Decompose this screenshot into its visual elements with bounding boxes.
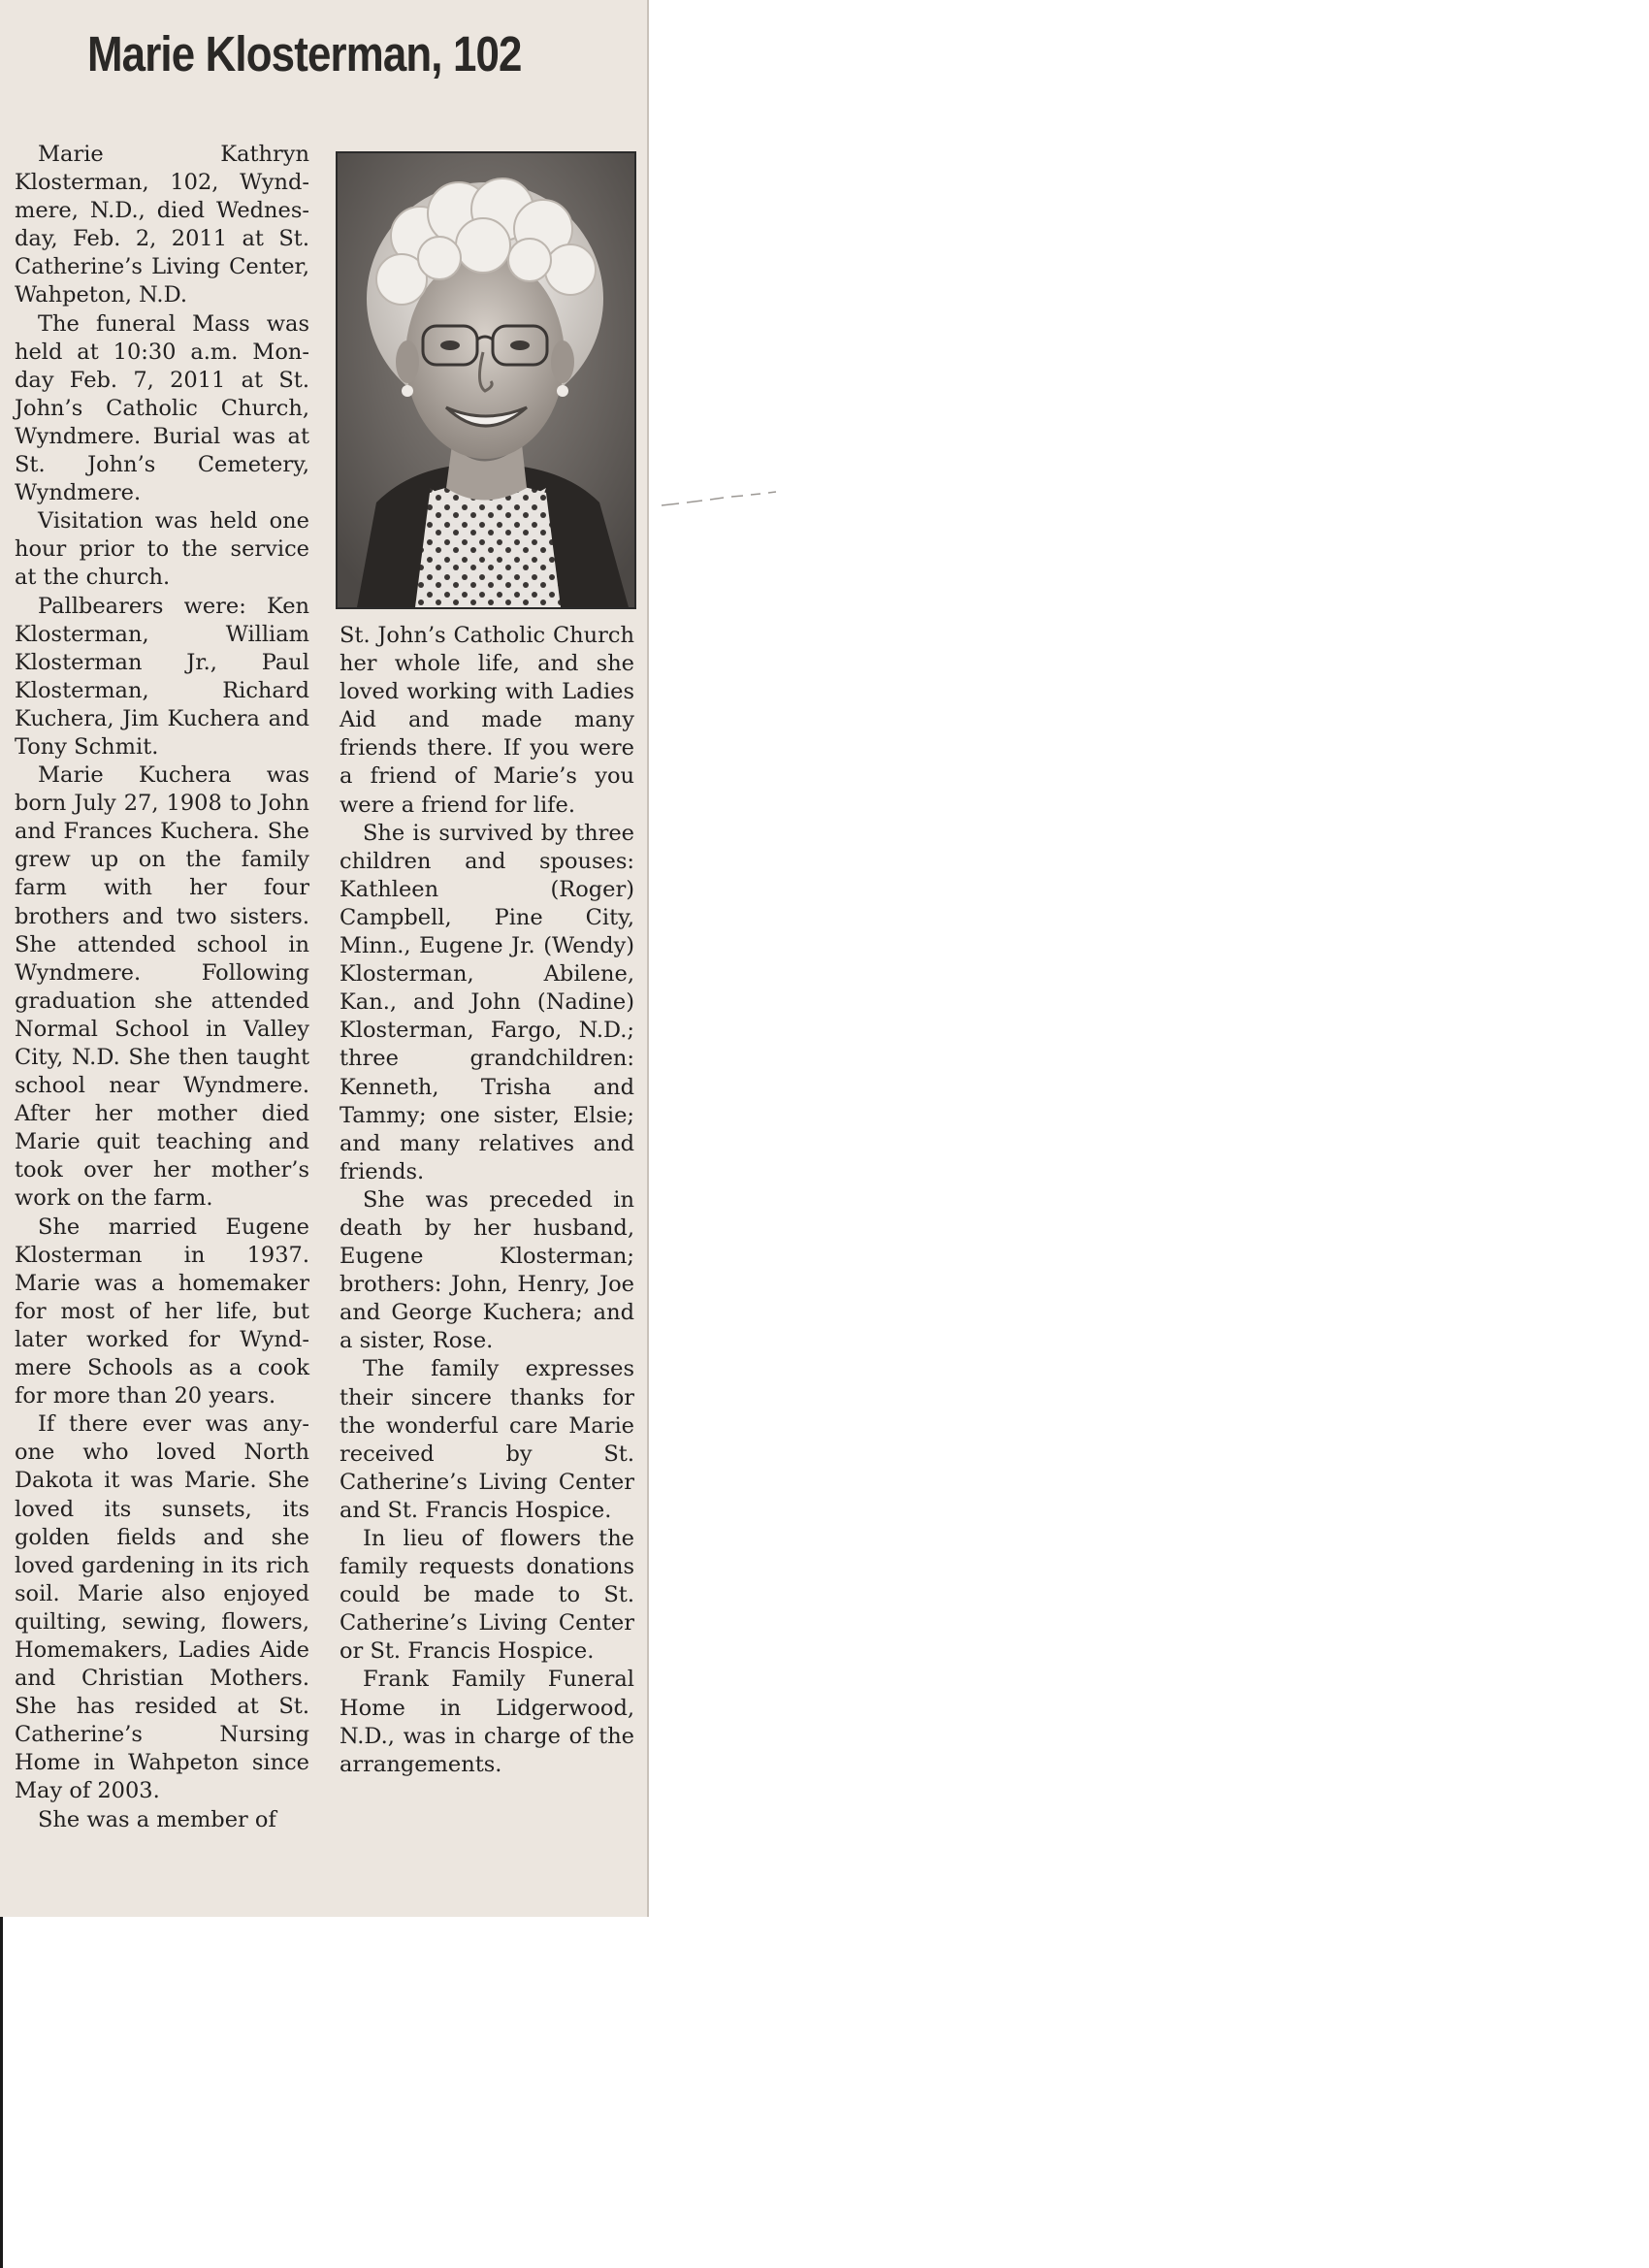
paragraph-preceded: She was preceded in death by her husband, Eugene Klosterman; brothers: John, Henry, Joe and George Kuchera; and a sister, Rose. (340, 1186, 634, 1354)
paragraph-church-member-start: She was a member of (38, 1806, 276, 1832)
paragraph-visitation: Visitation was held one hour prior to the service at the church. (15, 508, 309, 591)
paragraph-early-life: Marie Kuchera was born July 27, 1908 to John and Frances Kuchera. She grew up on the family farm with her four brothers and two sisters. She attended school in Wyndmere. Following graduation she attended Normal School in Valley City, N.D. She then taught school near Wyndmere. After her mother died Marie quit teaching and took over her mother’s work on the farm. (15, 762, 309, 1212)
paragraph-church-member-end: St. John’s Catholic Church her whole life, and she loved working with Ladies Aid and made many friends there. If you were a friend of Marie’s you were a friend for life. (340, 623, 634, 818)
obituary-headline: Marie Klosterman, 102 (87, 26, 522, 81)
paragraph-marriage: She married Eugene Klosterman in 1937. Marie was a homemaker for most of her life, but later worked for Wyndmere Schools as a cook for more than 20 years. (15, 1214, 309, 1409)
paragraph-survivors: She is survived by three children and spouses: Kathleen (Roger) Campbell, Pine City, Minn., Eugene Jr. (Wendy) Klosterman, Abilene, Kan., and John (Nadine) Klosterman, Fargo, N.D.; three grandchildren: Kenneth, Trisha and Tammy; one sister, Elsie; and many relatives and friends. (340, 820, 634, 1184)
paragraph-pallbearers: Pallbearers were: Ken Klosterman, William Klosterman Jr., Paul Klosterman, Richard Kuchera, Jim Kuchera and Tony Schmit. (15, 593, 309, 760)
paragraph-donations: In lieu of flowers the family requests donations could be made to St. Catherine’s Living Center or St. Francis Hospice. (340, 1526, 634, 1665)
paragraph-interests: If there ever was anyone who loved North Dakota it was Marie. She loved its sunsets, its golden fields and she loved gardening in its rich soil. Marie also enjoyed quilting, sewing, flowers, Homemakers, Ladies Aide and Christian Mothers. She has resided at St. Catherine’s Nursing Home in Wahpeton since May of 2003. (15, 1411, 309, 1804)
scan-edge-shadow (0, 1917, 3, 2268)
paragraph-funeral-mass: The funeral Mass was held at 10:30 a.m. Monday Feb. 7, 2011 at St. John’s Catholic Church, Wyndmere. Burial was at St. John’s Cemetery, Wyndmere. (15, 310, 309, 506)
scan-artifact-dashes (660, 488, 786, 511)
right-text-column (340, 622, 634, 1779)
paragraph-thanks: The family expresses their sincere thanks for the wonderful care Marie received by St. Catherine’s Living Center and St. Francis Hospice. (340, 1356, 634, 1523)
paragraph-funeral-home: Frank Family Funeral Home in Lidgerwood, N.D., was in charge of the arrangements. (340, 1667, 634, 1777)
newspaper-clipping (0, 0, 649, 1917)
paragraph-death-notice: Marie Kathryn Klosterman, 102, Wyndmere, N.D., died Wednesday, Feb. 2, 2011 at St. Catherine’s Living Center, Wahpeton, N.D. (15, 142, 309, 308)
left-text-column (15, 141, 309, 1834)
portrait-photo (336, 151, 636, 609)
